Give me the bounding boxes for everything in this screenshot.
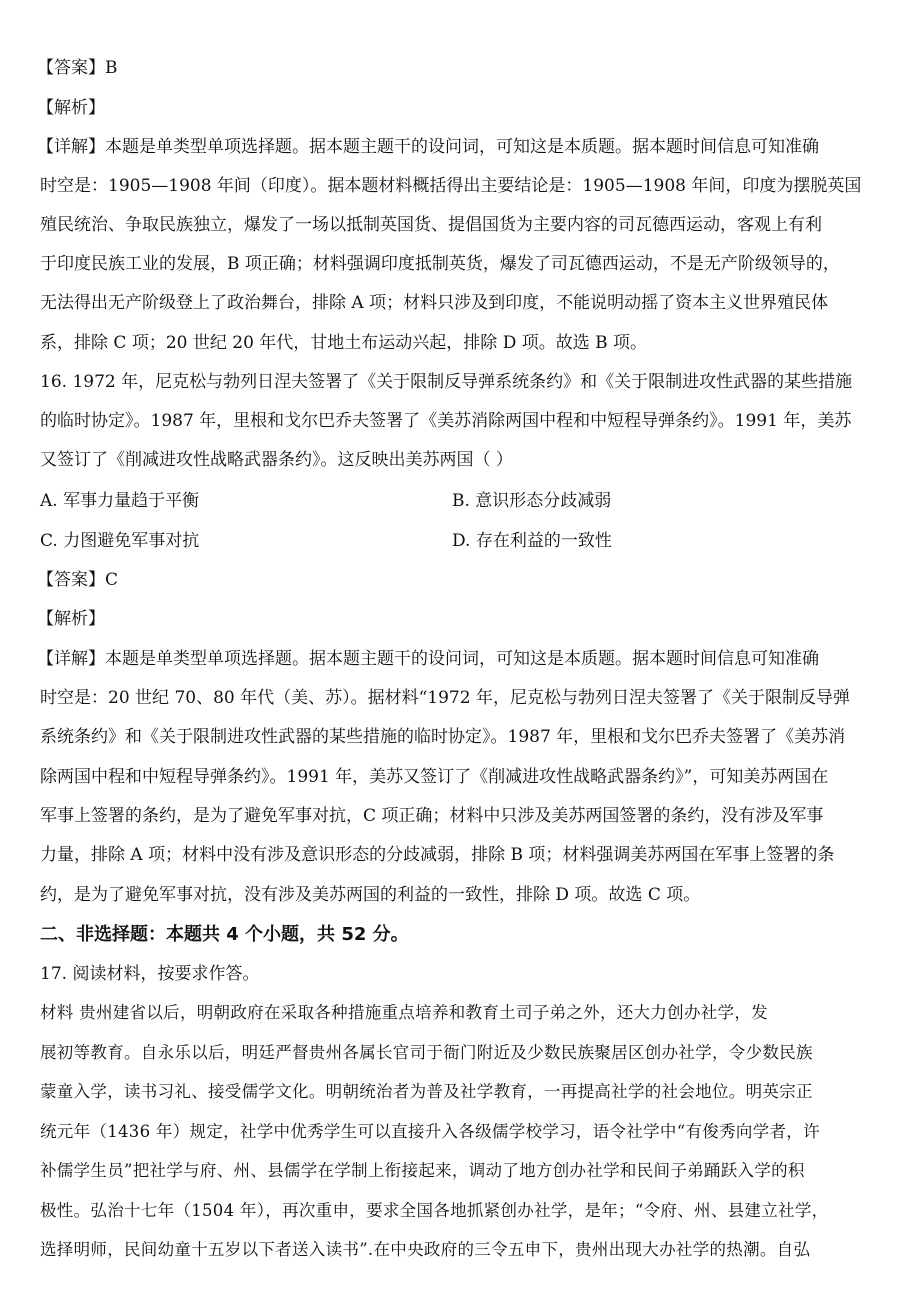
q15-detail-line-2: 时空是：1905—1908 年间（印度）。据本题材料概括得出主要结论是：1905—1908 年间，印度为摆脱英国 — [40, 176, 862, 196]
q15-detail-line-6: 系，排除 C 项；20 世纪 20 年代，甘地土布运动兴起，排除 D 项。故选 B 项。 — [40, 333, 648, 353]
q16-option-c: C. 力图避免军事对抗 — [40, 531, 200, 551]
q15-detail-line-1: 【详解】本题是单类型单项选择题。据本题主题干的设问词，可知这是本质题。据本题时间信息可知准确 — [37, 137, 819, 157]
q16-detail-line-5: 军事上签署的条约，是为了避免军事对抗，C 项正确；材料中只涉及美苏两国签署的条约，没有涉及军事 — [40, 806, 824, 826]
q17-material-line-4: 统元年（1436 年）规定，社学中优秀学生可以直接升入各级儒学校学习，语令社学中“有俊秀向学者，许 — [40, 1122, 820, 1141]
q16-stem-line-3: 又签订了《削减进攻性战略武器条约》。这反映出美苏两国（ ） — [40, 450, 513, 470]
section-two-heading: 二、非选择题：本题共 4 个小题，共 52 分。 — [40, 924, 409, 945]
q16-option-b: B. 意识形态分歧减弱 — [452, 491, 612, 511]
q16-option-a: A. 军事力量趋于平衡 — [40, 491, 200, 511]
q16-analysis-heading: 【解析】 — [37, 609, 105, 629]
q17-material-line-6: 极性。弘治十七年（1504 年），再次重申，要求全国各地抓紧创办社学，是年；“令府、州、县建立社学， — [40, 1201, 829, 1220]
q15-detail-line-3: 殖民统治、争取民族独立，爆发了一场以抵制英国货、提倡国货为主要内容的司瓦德西运动，客观上有利 — [40, 215, 822, 235]
q16-option-d: D. 存在利益的一致性 — [452, 531, 612, 551]
q17-material-line-2: 展初等教育。自永乐以后，明廷严督贵州各属长官司于衙门附近及少数民族聚居区创办社学，令少数民族 — [40, 1043, 813, 1062]
q15-answer: 【答案】B — [37, 58, 118, 78]
q17-stem: 17. 阅读材料，按要求作答。 — [40, 964, 260, 984]
q15-detail-line-4: 于印度民族工业的发展，B 项正确；材料强调印度抵制英货，爆发了司瓦德西运动，不是无产阶级领导的， — [40, 254, 840, 274]
q16-stem-line-2: 的临时协定》。1987 年，里根和戈尔巴乔夫签署了《美苏消除两国中程和中短程导弹条约》。1991 年，美苏 — [40, 411, 852, 431]
q16-detail-line-1: 【详解】本题是单类型单项选择题。据本题主题干的设问词，可知这是本质题。据本题时间信息可知准确 — [37, 649, 819, 669]
q16-detail-line-7: 约，是为了避免军事对抗，没有涉及美苏两国的利益的一致性，排除 D 项。故选 C 项。 — [40, 885, 701, 905]
q16-detail-line-6: 力量，排除 A 项；材料中没有涉及意识形态的分歧减弱，排除 B 项；材料强调美苏两国在军事上签署的条 — [40, 845, 835, 865]
q16-detail-line-2: 时空是：20 世纪 70、80 年代（美、苏）。据材料“1972 年，尼克松与勃列日涅夫签署了《关于限制反导弹 — [40, 688, 850, 708]
q17-material-line-7: 选择明师，民间幼童十五岁以下者送入读书”.在中央政府的三令五申下，贵州出现大办社学的热潮。自弘 — [40, 1240, 811, 1259]
q16-stem-line-1: 16. 1972 年，尼克松与勃列日涅夫签署了《关于限制反导弹系统条约》和《关于限制进攻性武器的某些措施 — [40, 372, 853, 392]
q17-material-line-1: 材料 贵州建省以后，明朝政府在采取各种措施重点培养和教育土司子弟之外，还大力创办社学，发 — [40, 1003, 768, 1022]
q15-detail-line-5: 无法得出无产阶级登上了政治舞台，排除 A 项；材料只涉及到印度，不能说明动摇了资本主义世界殖民体 — [40, 293, 829, 313]
q16-detail-line-3: 系统条约》和《关于限制进攻性武器的某些措施的临时协定》。1987 年，里根和戈尔巴乔夫签署了《美苏消 — [40, 727, 846, 747]
q17-material-line-5: 补儒学生员”把社学与府、州、县儒学在学制上衔接起来，调动了地方创办社学和民间子弟踊跃入学的积 — [40, 1161, 805, 1180]
q16-answer: 【答案】C — [37, 570, 119, 590]
q15-analysis-heading: 【解析】 — [37, 98, 105, 118]
q17-material-line-3: 蒙童入学，读书习礼、接受儒学文化。明朝统治者为普及社学教育，一再提高社学的社会地位。明英宗正 — [40, 1082, 813, 1101]
q16-detail-line-4: 除两国中程和中短程导弹条约》。1991 年，美苏又签订了《削减进攻性战略武器条约》”，可知美苏两国在 — [40, 767, 829, 787]
